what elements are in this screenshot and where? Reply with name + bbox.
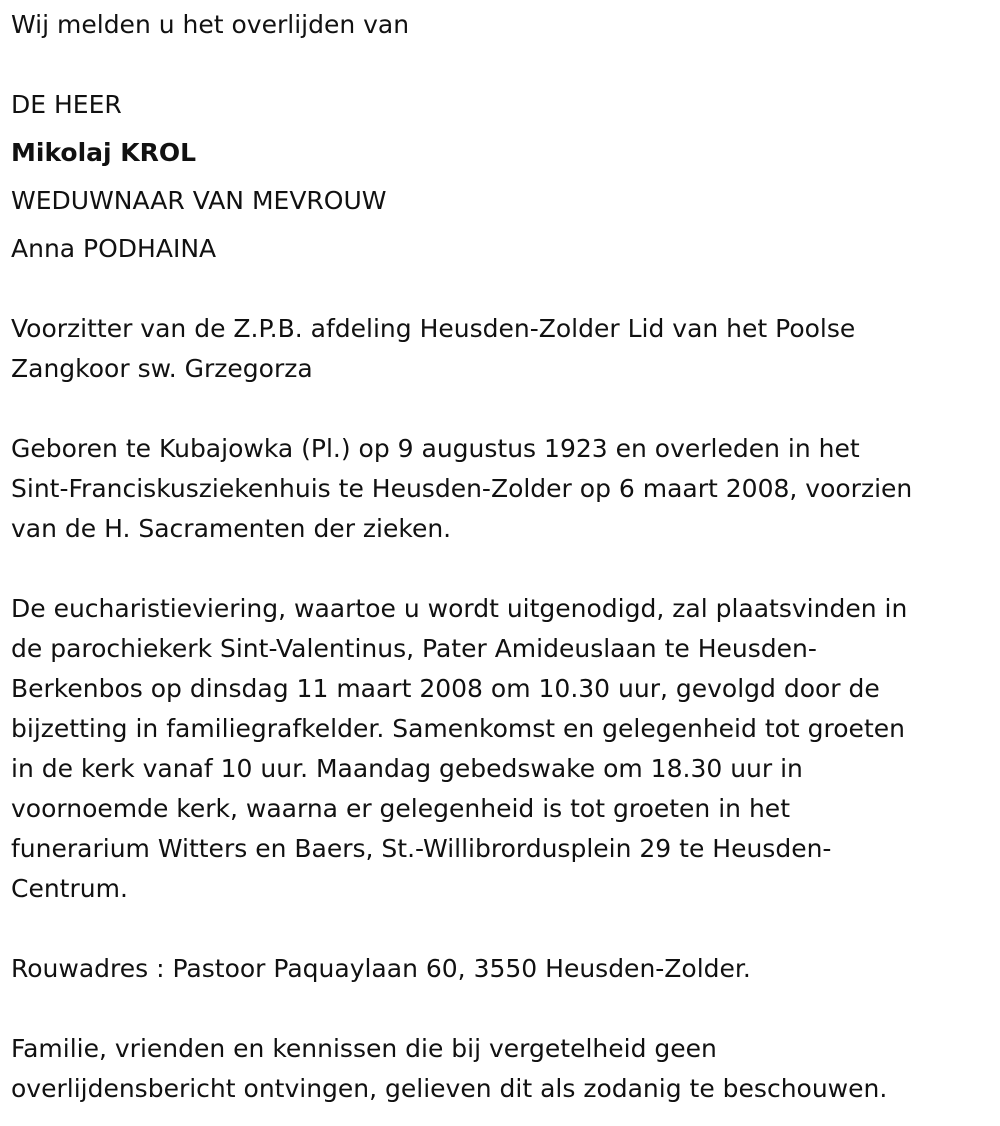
spacer [11,125,1000,133]
closing-paragraph [11,1029,1000,1109]
spacer [11,269,1000,309]
birth-death-line: van de H. Sacramenten der zieken. [11,514,452,543]
roles-paragraph [11,309,1000,389]
ceremony-line: Centrum. [11,874,128,903]
roles-line: Voorzitter van de Z.P.B. afdeling Heusden-Zolder Lid van het Poolse [11,314,856,343]
ceremony-line: Berkenbos op dinsdag 11 maart 2008 om 10.30 uur, gevolgd door de [11,674,880,703]
relation: WEDUWNAAR VAN MEVROUW [11,186,387,215]
spacer [11,221,1000,229]
birth-death-line: Sint-Franciskusziekenhuis te Heusden-Zolder op 6 maart 2008, voorzien [11,474,913,503]
intro-text: Wij melden u het overlijden van [11,10,410,39]
spacer [11,173,1000,181]
mourning-address: Rouwadres : Pastoor Paquaylaan 60, 3550 Heusden-Zolder. [11,954,751,983]
birth-death-line: Geboren te Kubajowka (Pl.) op 9 augustus 1923 en overleden in het [11,434,860,463]
deceased-name: Mikolaj KROL [11,138,197,167]
ceremony-line: funerarium Witters en Baers, St.-Willibrordusplein 29 te Heusden- [11,834,832,863]
ceremony-line: de parochiekerk Sint-Valentinus, Pater Amideuslaan te Heusden- [11,634,817,663]
spacer [11,989,1000,1029]
ceremony-paragraph [11,589,1000,909]
spacer [11,389,1000,429]
birth-death-paragraph [11,429,1000,549]
closing-line: overlijdensbericht ontvingen, gelieven dit als zodanig te beschouwen. [11,1074,888,1103]
roles-line: Zangkoor sw. Grzegorza [11,354,313,383]
spacer [11,549,1000,589]
spouse-name: Anna PODHAINA [11,234,217,263]
spacer [11,45,1000,85]
ceremony-line: in de kerk vanaf 10 uur. Maandag gebedswake om 18.30 uur in [11,754,803,783]
ceremony-line: voornoemde kerk, waarna er gelegenheid is tot groeten in het [11,794,790,823]
ceremony-line: De eucharistieviering, waartoe u wordt uitgenodigd, zal plaatsvinden in [11,594,908,623]
honorific: DE HEER [11,90,122,119]
closing-line: Familie, vrienden en kennissen die bij vergetelheid geen [11,1034,717,1063]
ceremony-line: bijzetting in familiegrafkelder. Samenkomst en gelegenheid tot groeten [11,714,905,743]
spacer [11,909,1000,949]
